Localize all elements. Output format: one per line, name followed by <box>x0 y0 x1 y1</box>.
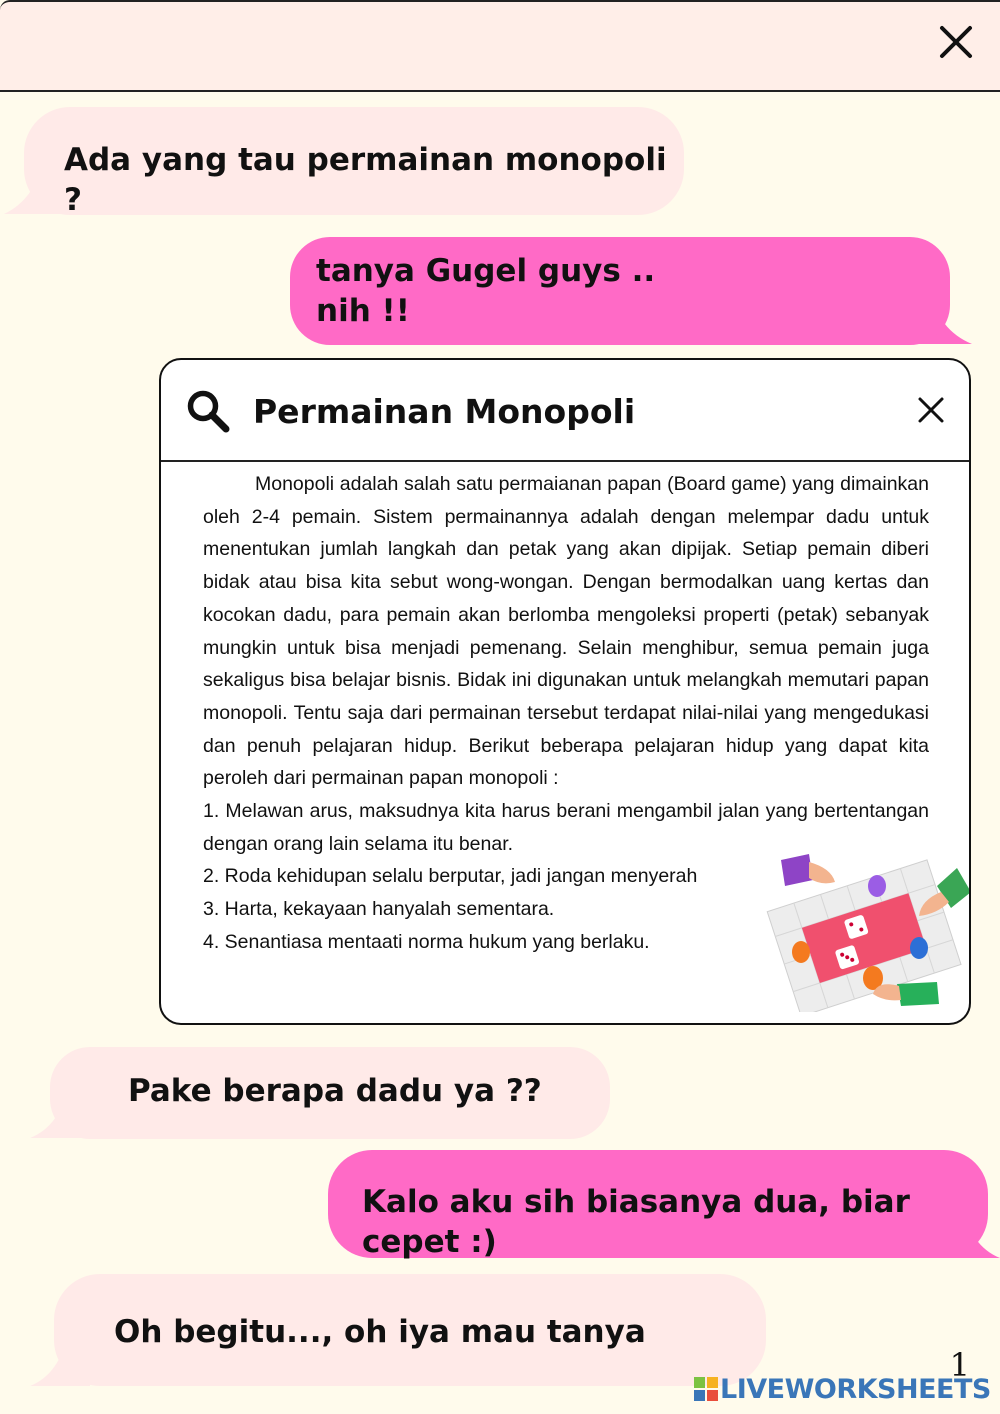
search-icon <box>185 388 231 434</box>
message-text-line: nih !! <box>316 293 410 329</box>
search-query: Permainan Monopoli <box>253 392 636 431</box>
article-paragraph: Monopoli adalah salah satu permaianan papan (Board game) yang dimainkan oleh 2-4 pemain. Sistem permainannya adalah dengan melempar dadu untuk menentukan jumlah langkah dan petak yang akan dipijak. Setiap pemain diberi bidak atau bisa kita sebut wong-wongan. Dengan bermodalkan uang kertas dan kocokan dadu, para pemain akan berlomba mengoleksi properti (petak) sebanyak mungkin untuk bisa menjadi pemenang. Selain menghibur, semua pemain juga sekaligus bisa belajar bisnis. Bidak ini digunakan untuk melangkah memutari papan monopoli. Tentu saja dari permainan tersebut terdapat nilai-nilai yang mengedukasi dan penuh pelajaran hidup. Berikut beberapa pelajaran hidup yang dapat kita peroleh dari permainan papan monopoli : <box>203 473 929 790</box>
top-bar <box>0 0 1000 92</box>
close-icon[interactable] <box>915 394 947 426</box>
close-icon <box>939 25 973 59</box>
message-text: Ada yang tau permainan monopoli ? <box>64 142 667 218</box>
chat-message-received <box>50 1047 610 1139</box>
list-item: 1. Melawan arus, maksudnya kita harus berani mengambil jalan yang bertentangan dengan orang lain selama itu benar. <box>203 800 929 855</box>
board-game-illustration <box>761 852 971 1012</box>
list-item: 4. Senantiasa mentaati norma hukum yang berlaku. <box>203 930 650 953</box>
message-text: Oh begitu..., oh iya mau tanya <box>114 1314 646 1350</box>
list-item: 3. Harta, kekayaan hanyalah sementara. <box>203 898 555 921</box>
search-bar[interactable] <box>161 360 969 462</box>
message-text-line: tanya Gugel guys .. <box>316 253 656 289</box>
message-text: Pake berapa dadu ya ?? <box>128 1073 542 1109</box>
chat-message-received <box>54 1274 766 1386</box>
chat-message-received <box>24 107 684 218</box>
search-result-card <box>159 358 971 1025</box>
liveworksheets-logo-icon <box>694 1377 718 1401</box>
page-number: 1 <box>949 1346 970 1384</box>
chat-message-sent <box>290 237 950 345</box>
brand-logo <box>694 1374 991 1404</box>
close-button[interactable] <box>934 20 978 64</box>
brand-name: LIVEWORKSHEETS <box>720 1373 991 1405</box>
chat-message-sent <box>328 1150 988 1258</box>
message-text: Kalo aku sih biasanya dua, biar cepet :) <box>362 1184 910 1260</box>
list-item: 2. Roda kehidupan selalu berputar, jadi jangan menyerah <box>203 865 698 888</box>
